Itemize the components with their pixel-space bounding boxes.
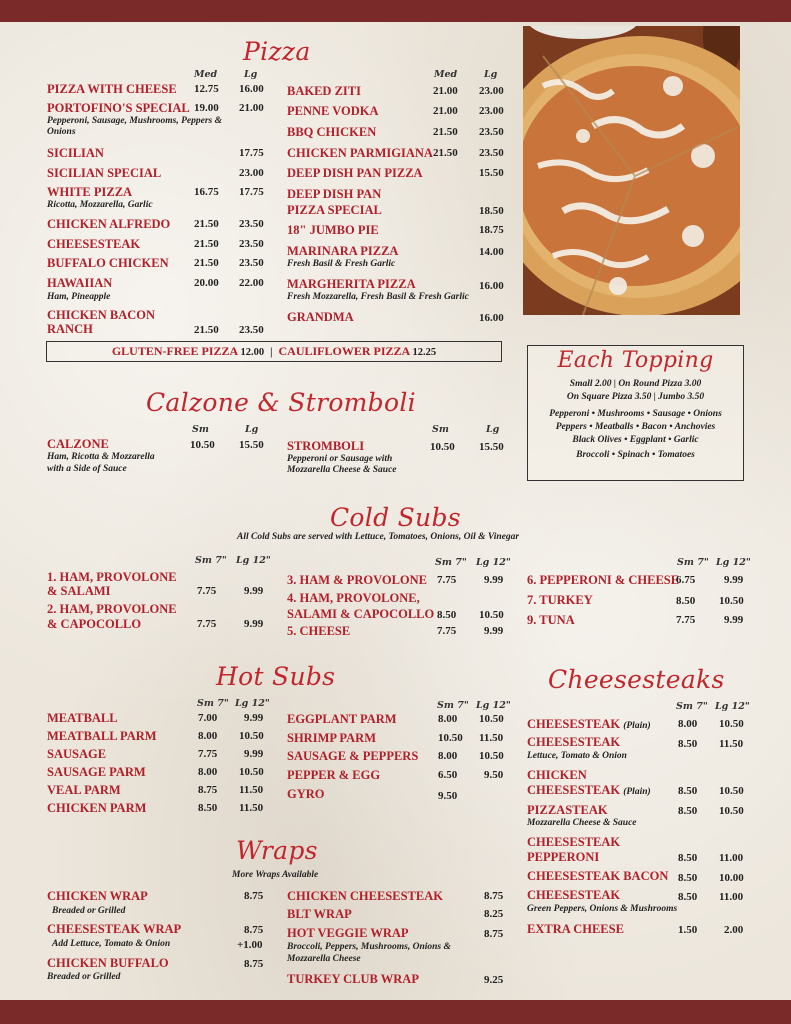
topping-title: Each Topping xyxy=(557,348,714,373)
price-sm: 8.00 xyxy=(438,750,458,762)
price-lg: 23.00 xyxy=(239,167,264,179)
stromboli-lg-header: Lg xyxy=(486,424,500,435)
topping-box xyxy=(527,345,744,481)
price: 9.25 xyxy=(484,974,504,986)
menu-item-name: GRANDMA xyxy=(287,310,354,324)
cold-col3-lg-header: Lg 12" xyxy=(716,557,751,568)
topping-line-1: Small 2.00 | On Round Pizza 3.00 xyxy=(569,379,702,389)
price-sm: 10.50 xyxy=(438,732,463,744)
price-lg: 9.99 xyxy=(244,618,264,630)
hot-col1-lg-header: Lg 12" xyxy=(235,698,270,709)
price-lg: 9.99 xyxy=(484,625,504,637)
gluten-free-price: 12.00 xyxy=(240,347,265,358)
price-med: 21.50 xyxy=(433,126,458,138)
menu-item-name: CHEESESTEAK xyxy=(527,888,621,902)
menu-item-name: PIZZA WITH CHEESE xyxy=(47,82,177,96)
price-lg: 15.50 xyxy=(479,441,504,453)
price-sm: 8.50 xyxy=(198,802,218,814)
menu-item-name: CHICKEN WRAP xyxy=(47,889,148,903)
price-sm: 7.00 xyxy=(198,712,218,724)
hot-col1-sm-header: Sm 7" xyxy=(197,698,229,709)
price-med: 21.00 xyxy=(433,105,458,117)
price-sm: 8.50 xyxy=(678,872,698,884)
price-med: 12.75 xyxy=(194,83,219,95)
price: 8.75 xyxy=(244,958,264,970)
menu-item-name: CHEESESTEAK xyxy=(47,237,141,251)
menu-item-name-line2: & CAPOCOLLO xyxy=(47,617,142,631)
menu-item-name: GYRO xyxy=(287,787,325,801)
cauliflower-label: CAULIFLOWER PIZZA xyxy=(278,344,410,358)
topping-line-2: On Square Pizza 3.50 | Jumbo 3.50 xyxy=(566,392,705,402)
menu-item-desc: Onions xyxy=(47,127,76,137)
pizza-col1-lg-header: Lg xyxy=(244,69,258,80)
menu-item-desc: Pepperoni, Sausage, Mushrooms, Peppers & xyxy=(47,116,222,126)
price-lg: 10.50 xyxy=(479,750,504,762)
pizza-col2-lg-header: Lg xyxy=(484,69,498,80)
gluten-free-label: GLUTEN-FREE PIZZA xyxy=(111,344,238,358)
price-lg: 9.99 xyxy=(724,574,744,586)
price-sm: 6.75 xyxy=(676,574,696,586)
topping-list-4: Broccoli • Spinach • Tomatoes xyxy=(576,450,695,460)
price-med: 21.50 xyxy=(194,257,219,269)
menu-item-name: SICILIAN xyxy=(47,146,104,160)
menu-item-name: VEAL PARM xyxy=(47,783,121,797)
menu-item-name: 7. TURKEY xyxy=(527,593,593,607)
price-med: 21.50 xyxy=(194,324,219,336)
cold-subs-title: Cold Subs xyxy=(330,503,461,532)
menu-item-name: HAWAIIAN xyxy=(47,276,113,290)
menu-item-desc: Mozzarella Cheese & Sauce xyxy=(287,465,397,475)
menu-item-name: BUFFALO CHICKEN xyxy=(47,256,169,270)
menu-item-desc: Green Peppers, Onions & Mushrooms xyxy=(527,904,678,914)
price-med: 20.00 xyxy=(194,277,219,289)
menu-item-name: CHICKEN BACON xyxy=(47,308,155,322)
price-sm: 7.75 xyxy=(437,574,457,586)
price-med: 21.50 xyxy=(433,147,458,159)
menu-item-name: CHEESESTEAK (Plain) xyxy=(527,717,651,731)
price: 8.75 xyxy=(244,890,264,902)
menu-item-name: CHICKEN BUFFALO xyxy=(47,956,169,970)
price-sm: 8.50 xyxy=(678,852,698,864)
menu-item-name: CHEESESTEAK WRAP xyxy=(47,922,182,936)
price-sm: 9.50 xyxy=(438,790,458,802)
menu-item-name: CHICKEN PARMIGIANA xyxy=(287,146,433,160)
price-lg: 10.50 xyxy=(239,730,264,742)
pizza-photo xyxy=(523,26,740,315)
menu-item-name-line2: PIZZA SPECIAL xyxy=(287,203,382,217)
menu-item-name: PIZZASTEAK xyxy=(527,803,608,817)
cold-col1-lg-header: Lg 12" xyxy=(236,555,271,566)
menu-item-name: TURKEY CLUB WRAP xyxy=(287,972,419,986)
menu-item-name-line2: RANCH xyxy=(47,322,93,336)
menu-item-name: MEATBALL PARM xyxy=(47,729,157,743)
price-sm: 8.00 xyxy=(678,718,698,730)
price-lg: 17.75 xyxy=(239,186,264,198)
price-lg: 10.50 xyxy=(479,713,504,725)
price-lg: 10.50 xyxy=(719,785,744,797)
price-lg: 21.00 xyxy=(239,102,264,114)
menu-item-name: 1. HAM, PROVOLONE xyxy=(47,570,177,584)
topping-list-2: Peppers • Meatballs • Bacon • Anchovies xyxy=(555,422,716,432)
menu-item-name: 18" JUMBO PIE xyxy=(287,223,379,237)
price-lg: 9.99 xyxy=(244,712,264,724)
menu-item-name: BLT WRAP xyxy=(287,907,352,921)
price-lg: 9.99 xyxy=(484,574,504,586)
price-sm: 7.75 xyxy=(198,748,218,760)
stromboli-sm-header: Sm xyxy=(432,424,449,435)
menu-item-name: 6. PEPPERONI & CHEESE xyxy=(527,573,680,587)
menu-item-name: 2. HAM, PROVOLONE xyxy=(47,602,177,616)
price-lg: 16.00 xyxy=(239,83,264,95)
price-sm: 8.50 xyxy=(678,785,698,797)
price-lg: 23.50 xyxy=(239,324,264,336)
menu-item-desc: Mozzarella Cheese & Sauce xyxy=(527,818,637,828)
menu-item-desc: Lettuce, Tomato & Onion xyxy=(527,751,627,761)
price-lg: 23.50 xyxy=(239,218,264,230)
menu-item-name: DEEP DISH PAN xyxy=(287,187,382,201)
menu-item-desc: Fresh Mozzarella, Fresh Basil & Fresh Garlic xyxy=(287,292,469,302)
price-sm: 7.75 xyxy=(437,625,457,637)
price-lg: 10.50 xyxy=(239,766,264,778)
separator: | xyxy=(270,347,273,358)
menu-item-desc: with a Side of Sauce xyxy=(47,464,127,474)
menu-item-desc: Ham, Pineapple xyxy=(47,292,111,302)
wraps-note: More Wraps Available xyxy=(232,870,319,880)
cheesesteaks-sm-header: Sm 7" xyxy=(676,701,708,712)
price-lg: 11.00 xyxy=(719,891,744,903)
menu-item-name: CHICKEN xyxy=(527,768,587,782)
price: 8.75 xyxy=(484,928,504,940)
price: 8.25 xyxy=(484,908,504,920)
cheesesteaks-lg-header: Lg 12" xyxy=(715,701,750,712)
price-sm: 7.75 xyxy=(676,614,696,626)
menu-item-name: CALZONE xyxy=(47,437,109,451)
menu-item-desc: Ham, Ricotta & Mozzarella xyxy=(47,452,155,462)
pizza-col1-med-header: Med xyxy=(194,69,218,80)
menu-item-desc: Breaded or Grilled xyxy=(52,906,126,916)
price-lg: 23.00 xyxy=(479,105,504,117)
menu-item-name: CHEESESTEAK BACON xyxy=(527,869,669,883)
wraps-title: Wraps xyxy=(236,836,318,865)
calzone-lg-header: Lg xyxy=(245,424,259,435)
price-lg: 23.50 xyxy=(479,147,504,159)
price-lg: 10.00 xyxy=(719,872,744,884)
price-lg: 9.99 xyxy=(244,585,264,597)
menu-item-name: 5. CHEESE xyxy=(287,624,351,638)
price-med: 21.50 xyxy=(194,218,219,230)
menu-item-name: BBQ CHICKEN xyxy=(287,125,377,139)
menu-item-name: CHICKEN CHEESESTEAK xyxy=(287,889,443,903)
calzone-sm-header: Sm xyxy=(192,424,209,435)
price-lg: 22.00 xyxy=(239,277,264,289)
menu-item-name: SICILIAN SPECIAL xyxy=(47,166,162,180)
menu-item-name: HOT VEGGIE WRAP xyxy=(287,926,409,940)
price-lg: 9.99 xyxy=(724,614,744,626)
menu-item-name: PEPPER & EGG xyxy=(287,768,381,782)
price-sm: 8.00 xyxy=(438,713,458,725)
menu-item-name: SAUSAGE xyxy=(47,747,107,761)
price-lg: 17.75 xyxy=(239,147,264,159)
price-lg: 9.50 xyxy=(484,769,504,781)
price-lg: 11.50 xyxy=(239,784,264,796)
price-lg: 16.00 xyxy=(479,280,504,292)
menu-item-desc: Ricotta, Mozzarella, Garlic xyxy=(47,200,153,210)
menu-item-name: MEATBALL xyxy=(47,711,118,725)
menu-item-name: 4. HAM, PROVOLONE, xyxy=(287,591,420,605)
menu-item-name: 9. TUNA xyxy=(527,613,575,627)
menu-item-name: EGGPLANT PARM xyxy=(287,712,397,726)
calzone-title: Calzone & Stromboli xyxy=(146,388,416,417)
menu-item-name: PORTOFINO'S SPECIAL xyxy=(47,101,190,115)
price-sm: 8.00 xyxy=(198,730,218,742)
price-lg: 11.50 xyxy=(479,732,504,744)
cold-col2-sm-header: Sm 7" xyxy=(435,557,467,568)
menu-item-name: BAKED ZITI xyxy=(287,84,361,98)
hot-subs-title: Hot Subs xyxy=(216,662,336,691)
menu-item-desc: Pepperoni or Sausage with xyxy=(287,454,393,464)
price-sm: 10.50 xyxy=(430,441,455,453)
menu-item-suffix: (Plain) xyxy=(623,721,651,731)
menu-item-desc: Broccoli, Peppers, Mushrooms, Onions & xyxy=(287,942,451,952)
top-bar xyxy=(0,0,791,22)
price-lg: 15.50 xyxy=(239,439,264,451)
price-lg: 10.50 xyxy=(479,609,504,621)
cold-subs-note: All Cold Subs are served with Lettuce, Tomatoes, Onions, Oil & Vinegar xyxy=(237,532,520,542)
menu-item-name: 3. HAM & PROVOLONE xyxy=(287,573,428,587)
price-sm: 8.50 xyxy=(676,595,696,607)
pizza-title: Pizza xyxy=(243,37,311,66)
menu-item-name: EXTRA CHEESE xyxy=(527,922,624,936)
pizza-col2-med-header: Med xyxy=(434,69,458,80)
price-lg: 23.50 xyxy=(239,238,264,250)
price-med: 21.50 xyxy=(194,238,219,250)
price-lg: 11.00 xyxy=(719,852,744,864)
menu-item-desc: Fresh Basil & Fresh Garlic xyxy=(287,259,396,269)
price-sm: 8.50 xyxy=(437,609,457,621)
price: 8.75 xyxy=(244,924,264,936)
topping-list-1: Pepperoni • Mushrooms • Sausage • Onions xyxy=(549,409,722,419)
menu-item-name: SAUSAGE & PEPPERS xyxy=(287,749,419,763)
price-lg: 23.50 xyxy=(479,126,504,138)
menu-item-name: CHEESESTEAK xyxy=(527,835,621,849)
price-lg: 18.50 xyxy=(479,205,504,217)
hot-col2-sm-header: Sm 7" xyxy=(437,700,469,711)
menu-item-desc: Breaded or Grilled xyxy=(47,972,121,982)
price-lg: 10.50 xyxy=(719,805,744,817)
menu-item-name: CHEESESTEAK xyxy=(527,735,621,749)
menu-item-name: SHRIMP PARM xyxy=(287,731,376,745)
cold-col3-sm-header: Sm 7" xyxy=(677,557,709,568)
hot-col2-lg-header: Lg 12" xyxy=(476,700,511,711)
gluten-free-box xyxy=(46,341,502,362)
menu-item-name: SAUSAGE PARM xyxy=(47,765,146,779)
bottom-bar xyxy=(0,1000,791,1024)
price-lg: 10.50 xyxy=(719,718,744,730)
price-med: 21.00 xyxy=(433,85,458,97)
price-lg: 15.50 xyxy=(479,167,504,179)
menu-item-name: MARINARA PIZZA xyxy=(287,244,399,258)
menu-item-name: MARGHERITA PIZZA xyxy=(287,277,416,291)
menu-item-desc: Mozzarella Cheese xyxy=(287,954,361,964)
topping-list-3: Black Olives • Eggplant • Garlic xyxy=(572,435,699,445)
price: 8.75 xyxy=(484,890,504,902)
price-lg: 10.50 xyxy=(719,595,744,607)
price-lg: 11.50 xyxy=(719,738,744,750)
price-sm: 8.00 xyxy=(198,766,218,778)
price-lg: 9.99 xyxy=(244,748,264,760)
price-med: 19.00 xyxy=(194,102,219,114)
price-sm: 8.50 xyxy=(678,891,698,903)
menu-item-suffix: (Plain) xyxy=(623,787,651,797)
menu-item-name: WHITE PIZZA xyxy=(47,185,133,199)
menu-item-desc: Add Lettuce, Tomato & Onion xyxy=(52,939,171,949)
price-lg: 18.75 xyxy=(479,224,504,236)
price-sm: 8.50 xyxy=(678,805,698,817)
cold-col1-sm-header: Sm 7" xyxy=(195,555,227,566)
price-lg: 23.50 xyxy=(239,257,264,269)
menu-item-name: CHICKEN ALFREDO xyxy=(47,217,171,231)
price-sm: 8.50 xyxy=(678,738,698,750)
price-lg: 11.50 xyxy=(239,802,264,814)
cheesesteaks-title: Cheesesteaks xyxy=(548,665,725,694)
price-lg: 14.00 xyxy=(479,246,504,258)
menu-item-name-line2: PEPPERONI xyxy=(527,850,600,864)
menu-item-name: DEEP DISH PAN PIZZA xyxy=(287,166,423,180)
menu-item-name: PENNE VODKA xyxy=(287,104,379,118)
price-sm: 7.75 xyxy=(197,618,217,630)
menu-item-name: STROMBOLI xyxy=(287,439,365,453)
price-sm: 10.50 xyxy=(190,439,215,451)
menu-item-name-line2: & SALAMI xyxy=(47,584,111,598)
price-lg: 23.00 xyxy=(479,85,504,97)
price-lg: 2.00 xyxy=(724,924,744,936)
menu-item-name-line2: CHEESESTEAK (Plain) xyxy=(527,783,651,797)
price-sm: 8.75 xyxy=(198,784,218,796)
price-addon: +1.00 xyxy=(237,939,263,951)
price-sm: 1.50 xyxy=(678,924,698,936)
cauliflower-price: 12.25 xyxy=(412,347,437,358)
menu-item-name-line2: SALAMI & CAPOCOLLO xyxy=(287,607,435,621)
price-sm: 6.50 xyxy=(438,769,458,781)
price-lg: 16.00 xyxy=(479,312,504,324)
cold-col2-lg-header: Lg 12" xyxy=(476,557,511,568)
price-med: 16.75 xyxy=(194,186,219,198)
price-sm: 7.75 xyxy=(197,585,217,597)
menu-item-name: CHICKEN PARM xyxy=(47,801,147,815)
